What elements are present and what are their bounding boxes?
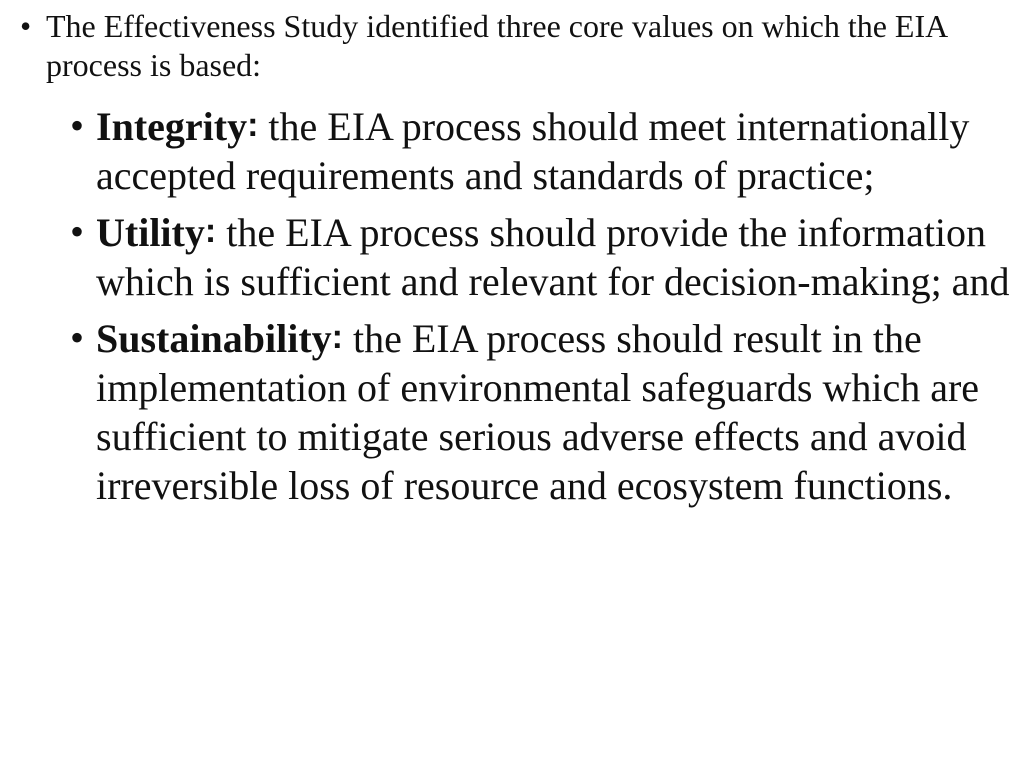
value-item-integrity — [70, 101, 1010, 200]
value-term: Sustainability — [96, 316, 332, 361]
bullet-dot: • — [70, 315, 85, 360]
value-item-utility — [70, 207, 1010, 306]
value-description: the EIA process should result in the implementation of environmental safeguards which are sufficient to mitigate serious adverse effects and avoid irreversible loss of resource and ecosystem functions. — [96, 316, 980, 508]
intro-text: The Effectiveness Study identified three core values on which the EIA process is based: — [46, 8, 947, 83]
intro-bullet — [20, 7, 980, 85]
value-term: Integrity — [96, 104, 248, 149]
value-colon: : — [204, 212, 217, 250]
value-colon: : — [247, 106, 259, 144]
bullet-dot: • — [70, 103, 85, 148]
bullet-dot: • — [20, 8, 32, 44]
value-item-sustainability — [70, 313, 1010, 510]
value-colon: : — [331, 318, 343, 356]
value-description: the EIA process should meet internationally accepted requirements and standards of practice; — [96, 104, 970, 198]
value-description: the EIA process should provide the information which is sufficient and relevant for decision-making; and — [96, 210, 1010, 304]
bullet-dot: • — [70, 209, 85, 254]
core-values-list — [70, 101, 1010, 517]
value-term: Utility — [96, 210, 205, 255]
